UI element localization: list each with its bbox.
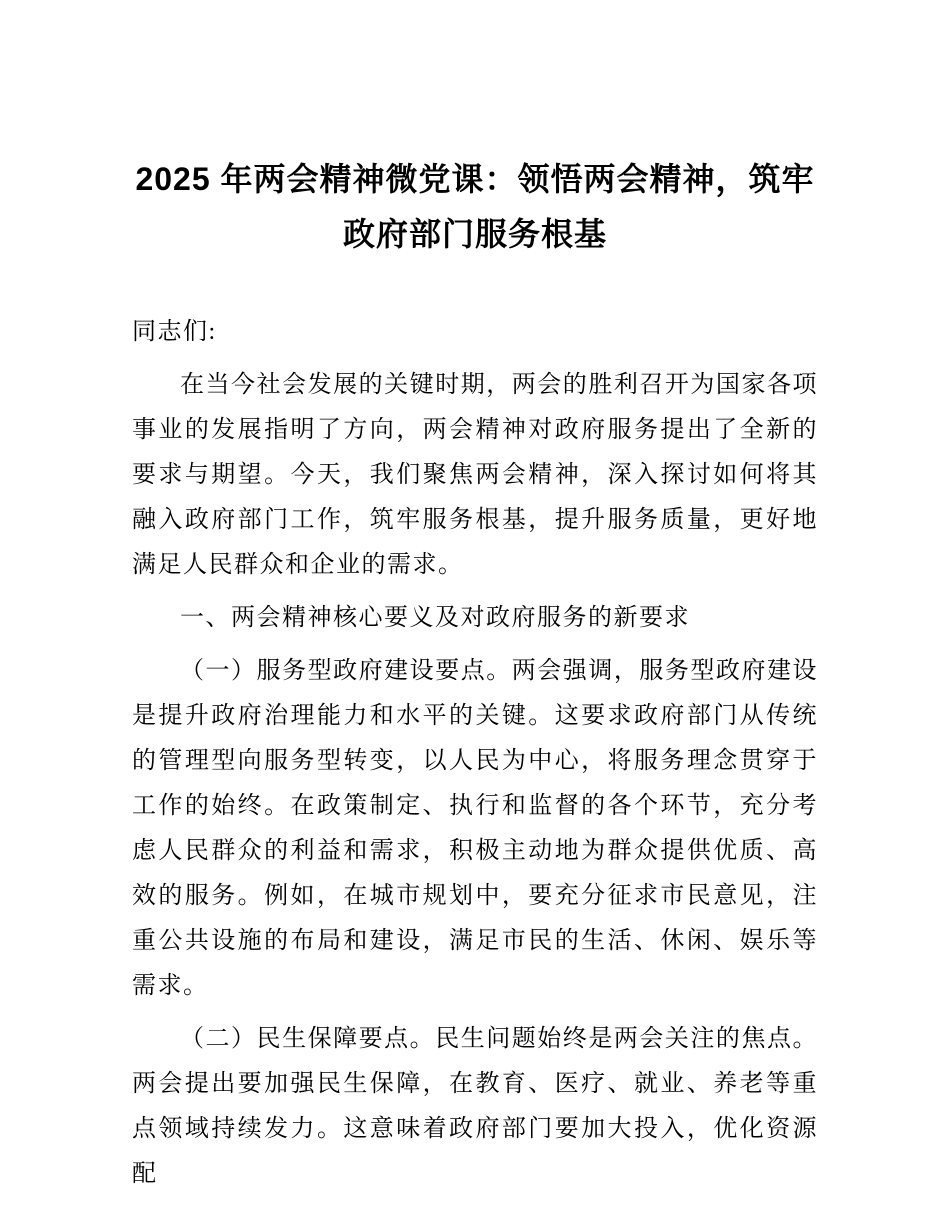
section-heading-1: 一、两会精神核心要义及对政府服务的新要求 bbox=[180, 605, 690, 631]
paragraph-point-1: （一）服务型政府建设要点。两会强调，服务型政府建设是提升政府治理能力和水平的关键。这要求政府部门从传统的管理型向服务型转变，以人民为中心，将服务理念贯穿于工作的始终。在政策制定、执行和监督的各个环节，充分考虑人民群众的利益和需求，积极主动地为群众提供优质、高效的服务。例如，在城市规划中，要充分征求市民意见，注重公共设施的布局和建设，满足市民的生活、休闲、娱乐等需求。 bbox=[132, 658, 818, 999]
paragraph-intro: 在当今社会发展的关键时期，两会的胜利召开为国家各项事业的发展指明了方向，两会精神对政府服务提出了全新的要求与期望。今天，我们聚焦两会精神，深入探讨如何将其融入政府部门工作，筑牢服务根基，提升服务质量，更好地满足人民群众和企业的需求。 bbox=[132, 372, 818, 578]
salutation: 同志们: bbox=[132, 319, 217, 345]
document-title: 2025 年两会精神微党课：领悟两会精神，筑牢政府部门服务根基 bbox=[135, 161, 815, 252]
paragraph-point-2: （二）民生保障要点。民生问题始终是两会关注的焦点。两会提出要加强民生保障，在教育、医疗、就业、养老等重点领域持续发力。这意味着政府部门要加大投入，优化资源配 bbox=[132, 1026, 818, 1187]
